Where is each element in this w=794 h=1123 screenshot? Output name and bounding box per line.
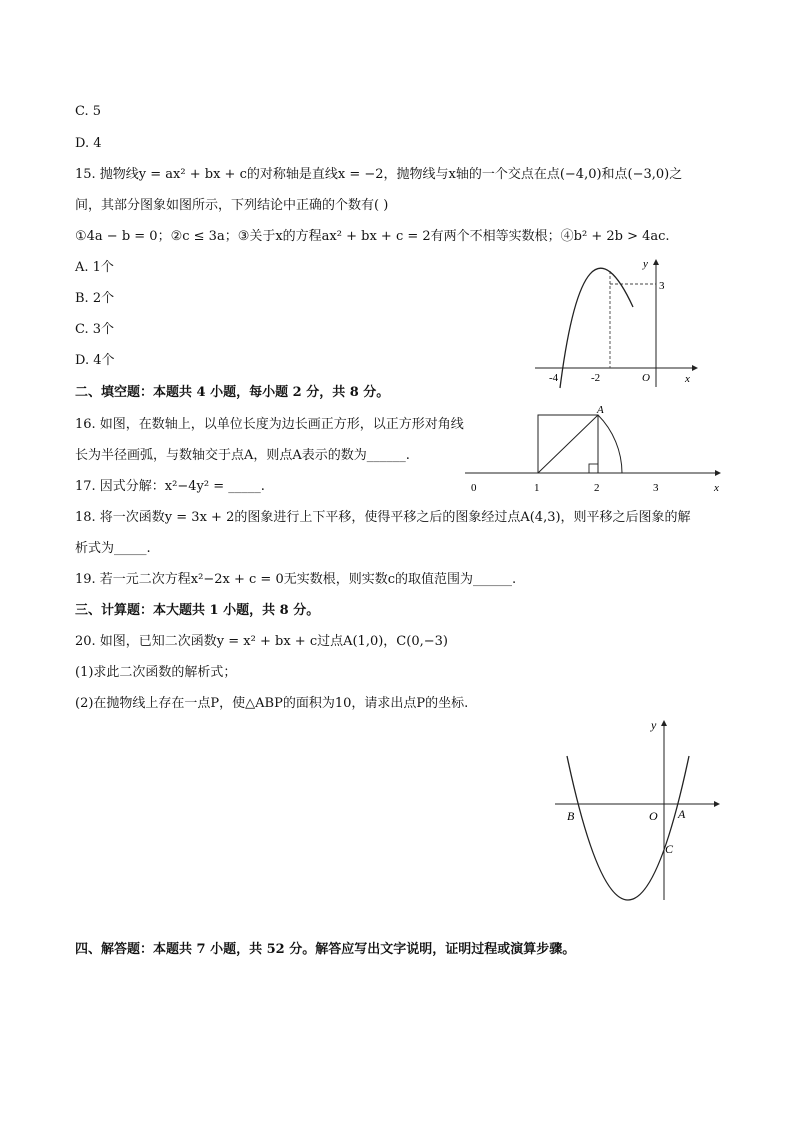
q20-y-label: y: [651, 718, 657, 732]
q16-point-a-label: A: [597, 404, 604, 416]
q20-label-a: A: [678, 807, 686, 821]
q16-arc: [598, 415, 622, 473]
q20-label-c: C: [665, 842, 674, 856]
q15-tick-3: 3: [659, 280, 665, 292]
q20-label-o: O: [649, 809, 658, 823]
q15-x-axis-arrow: [692, 365, 698, 371]
q15-parabola-figure: [530, 255, 705, 390]
q20-stem: 20. 如图，已知二次函数y = x² + bx + c过点A(1,0)，C(0,−3): [75, 634, 448, 649]
q15-option-c: C. 3个: [75, 322, 115, 337]
q15-stem-line1: 15. 抛物线y = ax² + bx + c的对称轴是直线x = −2，抛物线与x轴的一个交点在点(−4,0)和点(−3,0)之: [75, 167, 683, 182]
section-3-heading: 三、计算题：本大题共 1 小题，共 8 分。: [75, 603, 320, 618]
q16-x-label: x: [714, 482, 719, 494]
q20-part2: (2)在抛物线上存在一点P，使△ABP的面积为10，请求出点P的坐标.: [75, 696, 469, 711]
q16-tick-2: 2: [594, 482, 600, 494]
q16-tick-1: 1: [534, 482, 540, 494]
q15-stem-line3: ①4a − b = 0；②c ≤ 3a；③关于x的方程ax² + bx + c = 2有两个不相等实数根；④b² + 2b > 4ac.: [75, 229, 670, 244]
q14-option-c: C. 5: [75, 104, 102, 119]
section-4-heading: 四、解答题：本题共 7 小题，共 52 分。解答应写出文字说明，证明过程或演算步骤。: [75, 942, 576, 957]
q15-parabola-curve: [560, 268, 633, 388]
q20-y-axis-arrow: [661, 720, 667, 726]
q14-option-d: D. 4: [75, 136, 102, 151]
q15-tick-neg2: -2: [591, 372, 601, 384]
q16-tick-3: 3: [653, 482, 659, 494]
q18-stem-line1: 18. 将一次函数y = 3x + 2的图象进行上下平移，使得平移之后的图象经过点A(4,3)，则平移之后图象的解: [75, 510, 691, 525]
q16-right-angle-mark: [589, 464, 598, 473]
q20-label-b: B: [567, 809, 575, 823]
q20-x-axis-arrow: [714, 801, 720, 807]
q15-origin-label: O: [642, 372, 650, 384]
q15-option-a: A. 1个: [75, 260, 114, 275]
q16-stem-line1: 16. 如图，在数轴上，以单位长度为边长画正方形，以正方形对角线: [75, 417, 464, 432]
q18-stem-line2: 析式为_____.: [75, 541, 151, 556]
q15-y-axis-arrow: [653, 259, 659, 265]
q20-part1: (1)求此二次函数的解析式；: [75, 665, 237, 680]
q19-text: 19. 若一元二次方程x²−2x + c = 0无实数根，则实数c的取值范围为______.: [75, 572, 517, 587]
q16-tick-0: 0: [471, 482, 477, 494]
q17-text: 17. 因式分解：x²−4y² = _____.: [75, 479, 265, 494]
q15-option-b: B. 2个: [75, 291, 115, 306]
q15-option-d: D. 4个: [75, 353, 115, 368]
q20-parabola-figure: [550, 712, 725, 904]
q20-parabola-curve: [567, 756, 689, 900]
q15-x-label: x: [685, 373, 690, 385]
q15-y-label: y: [643, 258, 648, 270]
q15-tick-neg4: -4: [549, 372, 559, 384]
section-2-heading: 二、填空题：本题共 4 小题，每小题 2 分，共 8 分。: [75, 385, 390, 400]
q16-number-line-arrow: [715, 470, 721, 476]
q15-stem-line2: 间，其部分图象如图所示，下列结论中正确的个数有( ): [75, 198, 389, 213]
q16-stem-line2: 长为半径画弧，与数轴交于点A，则点A表示的数为______.: [75, 448, 410, 463]
q16-number-line-figure: [460, 403, 730, 498]
